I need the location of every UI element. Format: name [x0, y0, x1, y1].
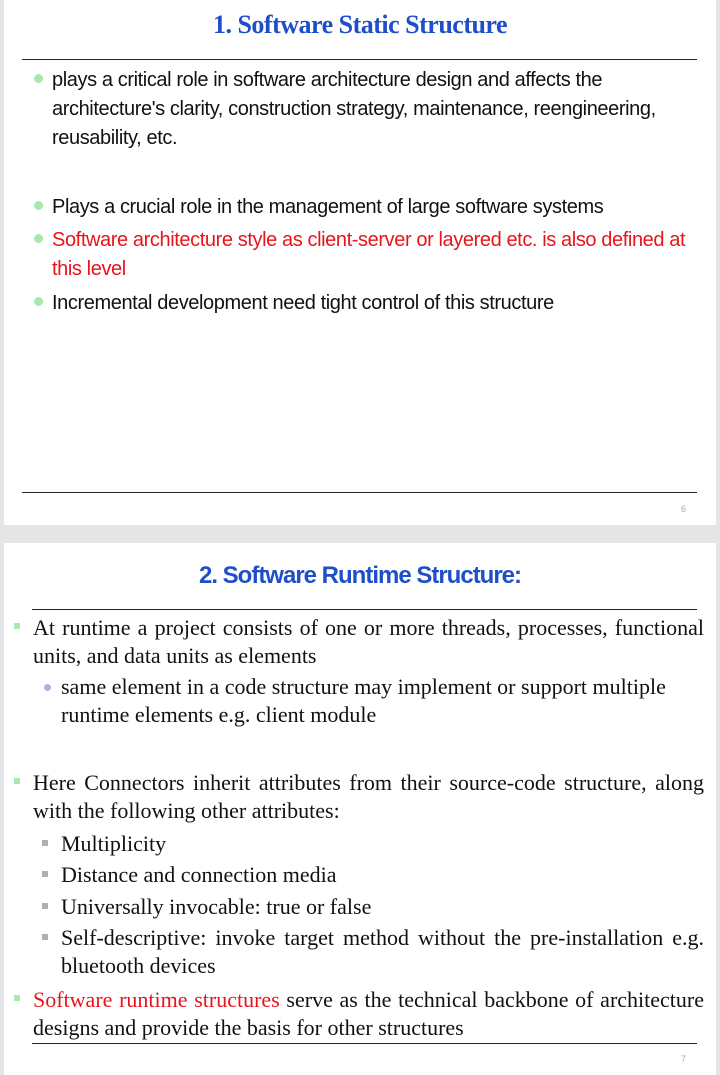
slide-7 — [4, 543, 716, 1075]
bullet-text: Plays a crucial role in the management of large software systems — [52, 196, 604, 218]
bullet-text-rest: serve as the technical backbone of architecture designs and provide the basis for other structures — [33, 987, 704, 1040]
bullet-dot-icon — [34, 297, 43, 306]
bullet-text: Self-descriptive: invoke target method without the pre-installation e.g. bluetooth devices — [61, 925, 704, 978]
title-divider — [22, 59, 697, 60]
bullet-square-icon — [42, 903, 48, 909]
bullet-dot-icon — [34, 234, 43, 243]
bullet-square-icon — [14, 995, 20, 1001]
bullet-item — [34, 226, 699, 284]
title-divider — [32, 609, 697, 610]
slide-title: 2. Software Runtime Structure: — [198, 562, 522, 589]
bullet-item — [12, 769, 704, 825]
bullet-text — [33, 986, 704, 1042]
bullet-square-icon — [42, 840, 48, 846]
footer-divider — [22, 492, 697, 493]
bullet-text: At runtime a project consists of one or more threads, processes, functional units, and data units as elements — [33, 615, 704, 668]
highlight-text: Software runtime structures — [33, 987, 280, 1012]
bullet-square-icon — [14, 778, 20, 784]
bullet-text: Multiplicity — [61, 831, 167, 856]
bullet-square-icon — [42, 934, 48, 940]
bullet-text: Incremental development need tight control of this structure — [52, 292, 554, 314]
bullet-text: Distance and connection media — [61, 862, 337, 887]
page-number: 6 — [681, 504, 687, 514]
sub-bullet-item — [40, 924, 704, 980]
bullet-text: Universally invocable: true or false — [61, 894, 372, 919]
bullet-item — [34, 66, 684, 153]
bullet-item — [12, 614, 704, 670]
sub-bullet-item — [40, 673, 680, 729]
footer-divider — [32, 1043, 697, 1044]
bullet-square-icon — [42, 871, 48, 877]
sub-bullet-item — [40, 861, 704, 889]
sub-bullet-item — [40, 893, 704, 921]
sub-bullet-item — [40, 830, 704, 858]
bullet-square-icon — [14, 623, 20, 629]
bullet-dot-icon — [34, 201, 43, 210]
bullet-text-highlight: Software architecture style as client-server or layered etc. is also defined at this level — [52, 229, 686, 280]
slide-title: 1. Software Static Structure — [212, 10, 508, 39]
bullet-text: plays a critical role in software architecture design and affects the architecture's clarity, construction strategy, maintenance, reengineering, reusability, etc. — [52, 69, 656, 149]
bullet-item — [34, 289, 694, 318]
bullet-text: same element in a code structure may implement or support multiple runtime elements e.g. client module — [61, 674, 666, 727]
page-number: 7 — [681, 1054, 687, 1064]
bullet-text: Here Connectors inherit attributes from their source-code structure, along with the following other attributes: — [33, 770, 704, 823]
bullet-dot-icon — [44, 684, 51, 691]
bullet-item — [12, 986, 704, 1042]
bullet-dot-icon — [34, 74, 43, 83]
slide-6 — [4, 0, 716, 525]
bullet-item — [34, 193, 694, 222]
